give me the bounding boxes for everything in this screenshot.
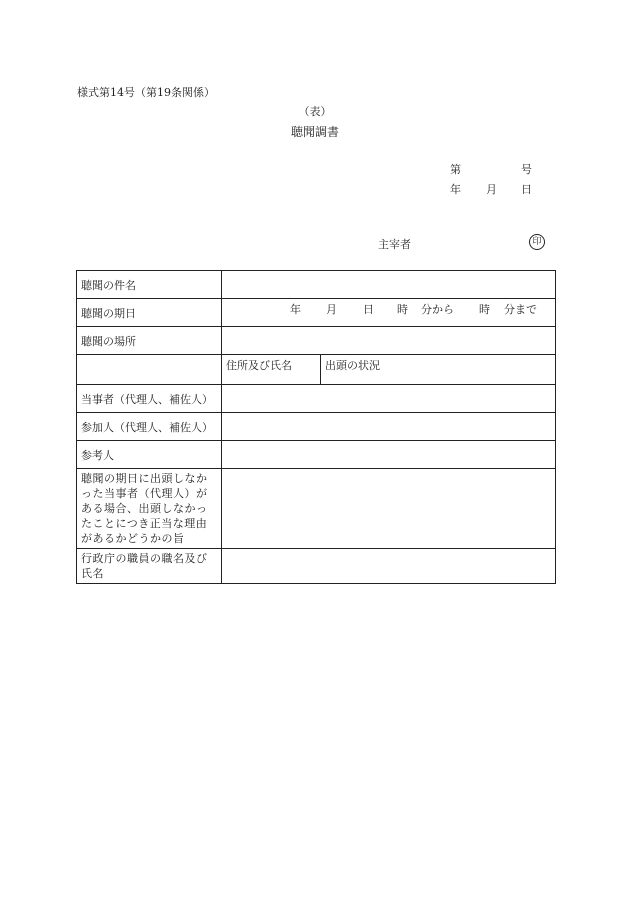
participants-field	[222, 413, 556, 441]
row-label-witnesses: 参考人	[77, 441, 222, 469]
table-row	[77, 327, 556, 355]
date-month-label: 月	[486, 183, 497, 196]
row-label-hearing-date: 聴聞の期日	[77, 299, 222, 327]
staff-title-name-field	[222, 549, 556, 584]
schedule-hour-from: 時	[397, 303, 408, 316]
schedule-month: 月	[326, 303, 337, 316]
column-header-status: 出頭の状況	[325, 359, 380, 372]
table-row	[77, 385, 556, 413]
hearing-place-field	[222, 327, 556, 355]
date-year-label: 年	[450, 183, 461, 196]
column-header-address: 住所及び氏名	[222, 355, 321, 384]
document-title: 聴聞調書	[290, 125, 339, 139]
column-header-cell	[222, 355, 556, 385]
case-name-field	[222, 271, 556, 299]
schedule-year: 年	[290, 303, 301, 316]
hearing-record-table	[76, 270, 556, 584]
number-prefix: 第	[450, 163, 461, 176]
parties-field	[222, 385, 556, 413]
schedule-minute-to: 分まで	[504, 303, 537, 316]
absence-reason-field	[222, 469, 556, 549]
row-label-parties: 当事者（代理人、補佐人）	[77, 385, 222, 413]
blank-label-cell	[77, 355, 222, 385]
schedule-day: 日	[363, 303, 374, 316]
table-row	[77, 355, 556, 385]
seal-mark: 印	[529, 234, 545, 250]
table-row	[77, 413, 556, 441]
form-number-label: 様式第14号（第19条関係）	[77, 86, 215, 99]
row-label-participants: 参加人（代理人、補佐人）	[77, 413, 222, 441]
row-label-hearing-place: 聴聞の場所	[77, 327, 222, 355]
row-label-case-name: 聴聞の件名	[77, 271, 222, 299]
table-row	[77, 549, 556, 584]
schedule-hour-to: 時	[479, 303, 490, 316]
table-row	[77, 271, 556, 299]
presider-label: 主宰者	[378, 238, 411, 251]
table-row	[77, 299, 556, 327]
date-day-label: 日	[521, 183, 532, 196]
hearing-date-field	[222, 299, 556, 327]
document-subtitle: （表）	[298, 105, 332, 118]
table-row	[77, 469, 556, 549]
number-suffix: 号	[521, 163, 532, 176]
table-row	[77, 441, 556, 469]
row-label-absence-reason: 聴聞の期日に出頭しなかった当事者（代理人）がある場合、出頭しなかったことにつき正当な理由があるかどうかの旨	[77, 469, 222, 549]
row-label-staff-title-name: 行政庁の職員の職名及び氏名	[77, 549, 222, 584]
schedule-minute-from: 分から	[421, 303, 454, 316]
witnesses-field	[222, 441, 556, 469]
